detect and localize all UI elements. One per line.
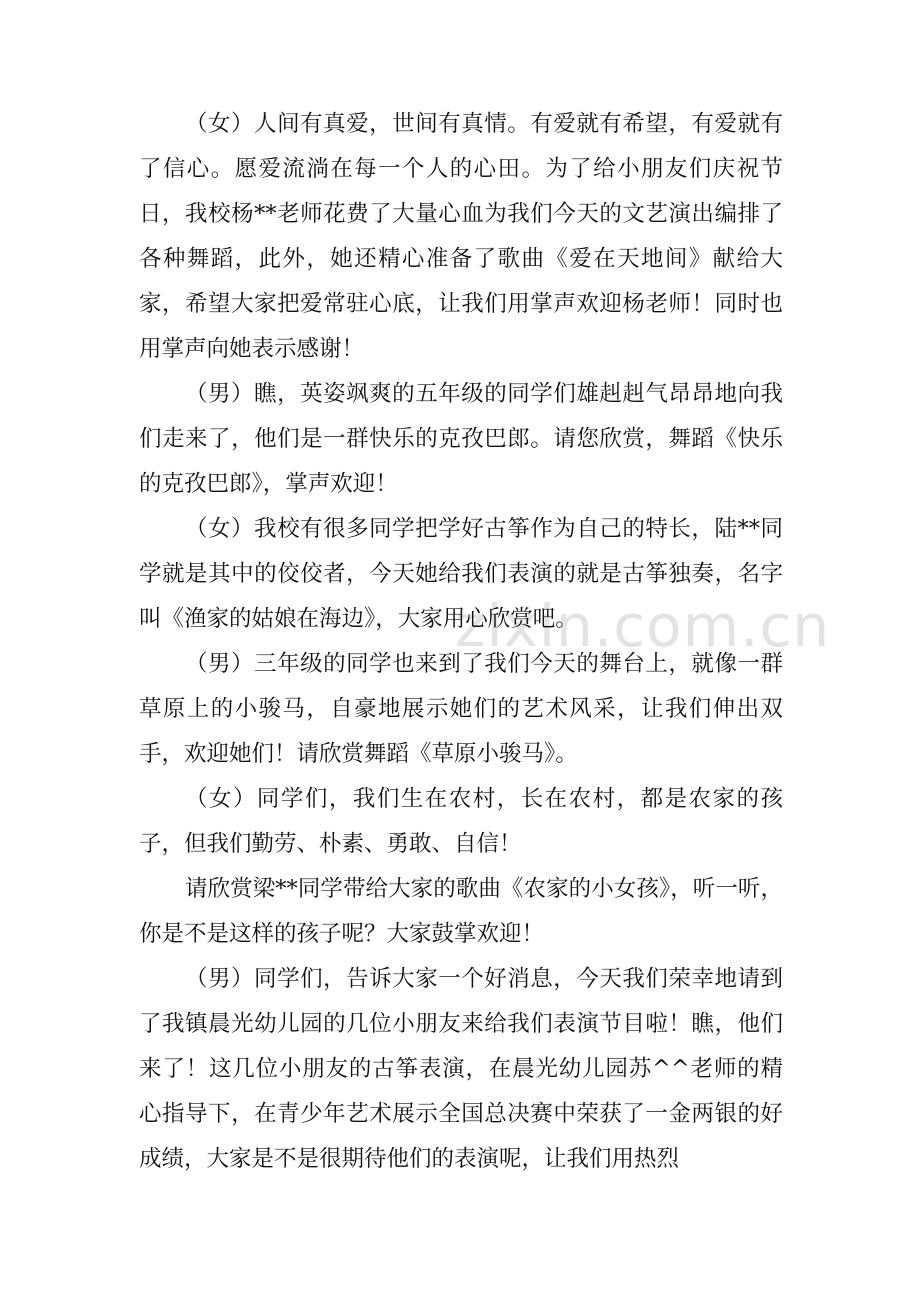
paragraph-2: （男）瞧，英姿飒爽的五年级的同学们雄赳赳气昂昂地向我们走来了，他们是一群快乐的克孜巴郎。请您欣赏，舞蹈《快乐的克孜巴郎》，掌声欢迎！	[139, 381, 783, 497]
paragraph-1: （女）人间有真爱，世间有真情。有爱就有希望，有爱就有了信心。愿爱流淌在每一个人的心田。为了给小朋友们庆祝节日，我校杨**老师花费了大量心血为我们今天的文艺演出编排了各种舞蹈，此外，她还精心准备了歌曲《爱在天地间》献给大家，希望大家把爱常驻心底，让我们用掌声欢迎杨老师！同时也用掌声向她表示感谢！	[139, 111, 783, 362]
document-body	[139, 102, 783, 1182]
paragraph-4: （男）三年级的同学也来到了我们今天的舞台上，就像一群草原上的小骏马，自豪地展示她们的艺术风采，让我们伸出双手，欢迎她们！请欣赏舞蹈《草原小骏马》。	[139, 651, 783, 767]
paragraph-7: （男）同学们，告诉大家一个好消息，今天我们荣幸地请到了我镇晨光幼儿园的几位小朋友来给我们表演节目啦！瞧，他们来了！这几位小朋友的古筝表演，在晨光幼儿园苏^^老师的精心指导下，在青少年艺术展示全国总决赛中荣获了一金两银的好成绩，大家是不是很期待他们的表演呢，让我们用热烈	[139, 966, 783, 1172]
watermark: zixin.com.cn	[455, 592, 831, 660]
paragraph-3: （女）我校有很多同学把学好古筝作为自己的特长，陆**同学就是其中的佼佼者，今天她给我们表演的就是古筝独奏，名字叫《渔家的姑娘在海边》，大家用心欣赏吧。	[139, 516, 783, 632]
paragraph-6: 请欣赏梁**同学带给大家的歌曲《农家的小女孩》，听一听，你是不是这样的孩子呢？大家鼓掌欢迎！	[139, 876, 783, 947]
paragraph-5: （女）同学们，我们生在农村，长在农村，都是农家的孩子，但我们勤劳、朴素、勇敢、自信！	[139, 786, 783, 857]
